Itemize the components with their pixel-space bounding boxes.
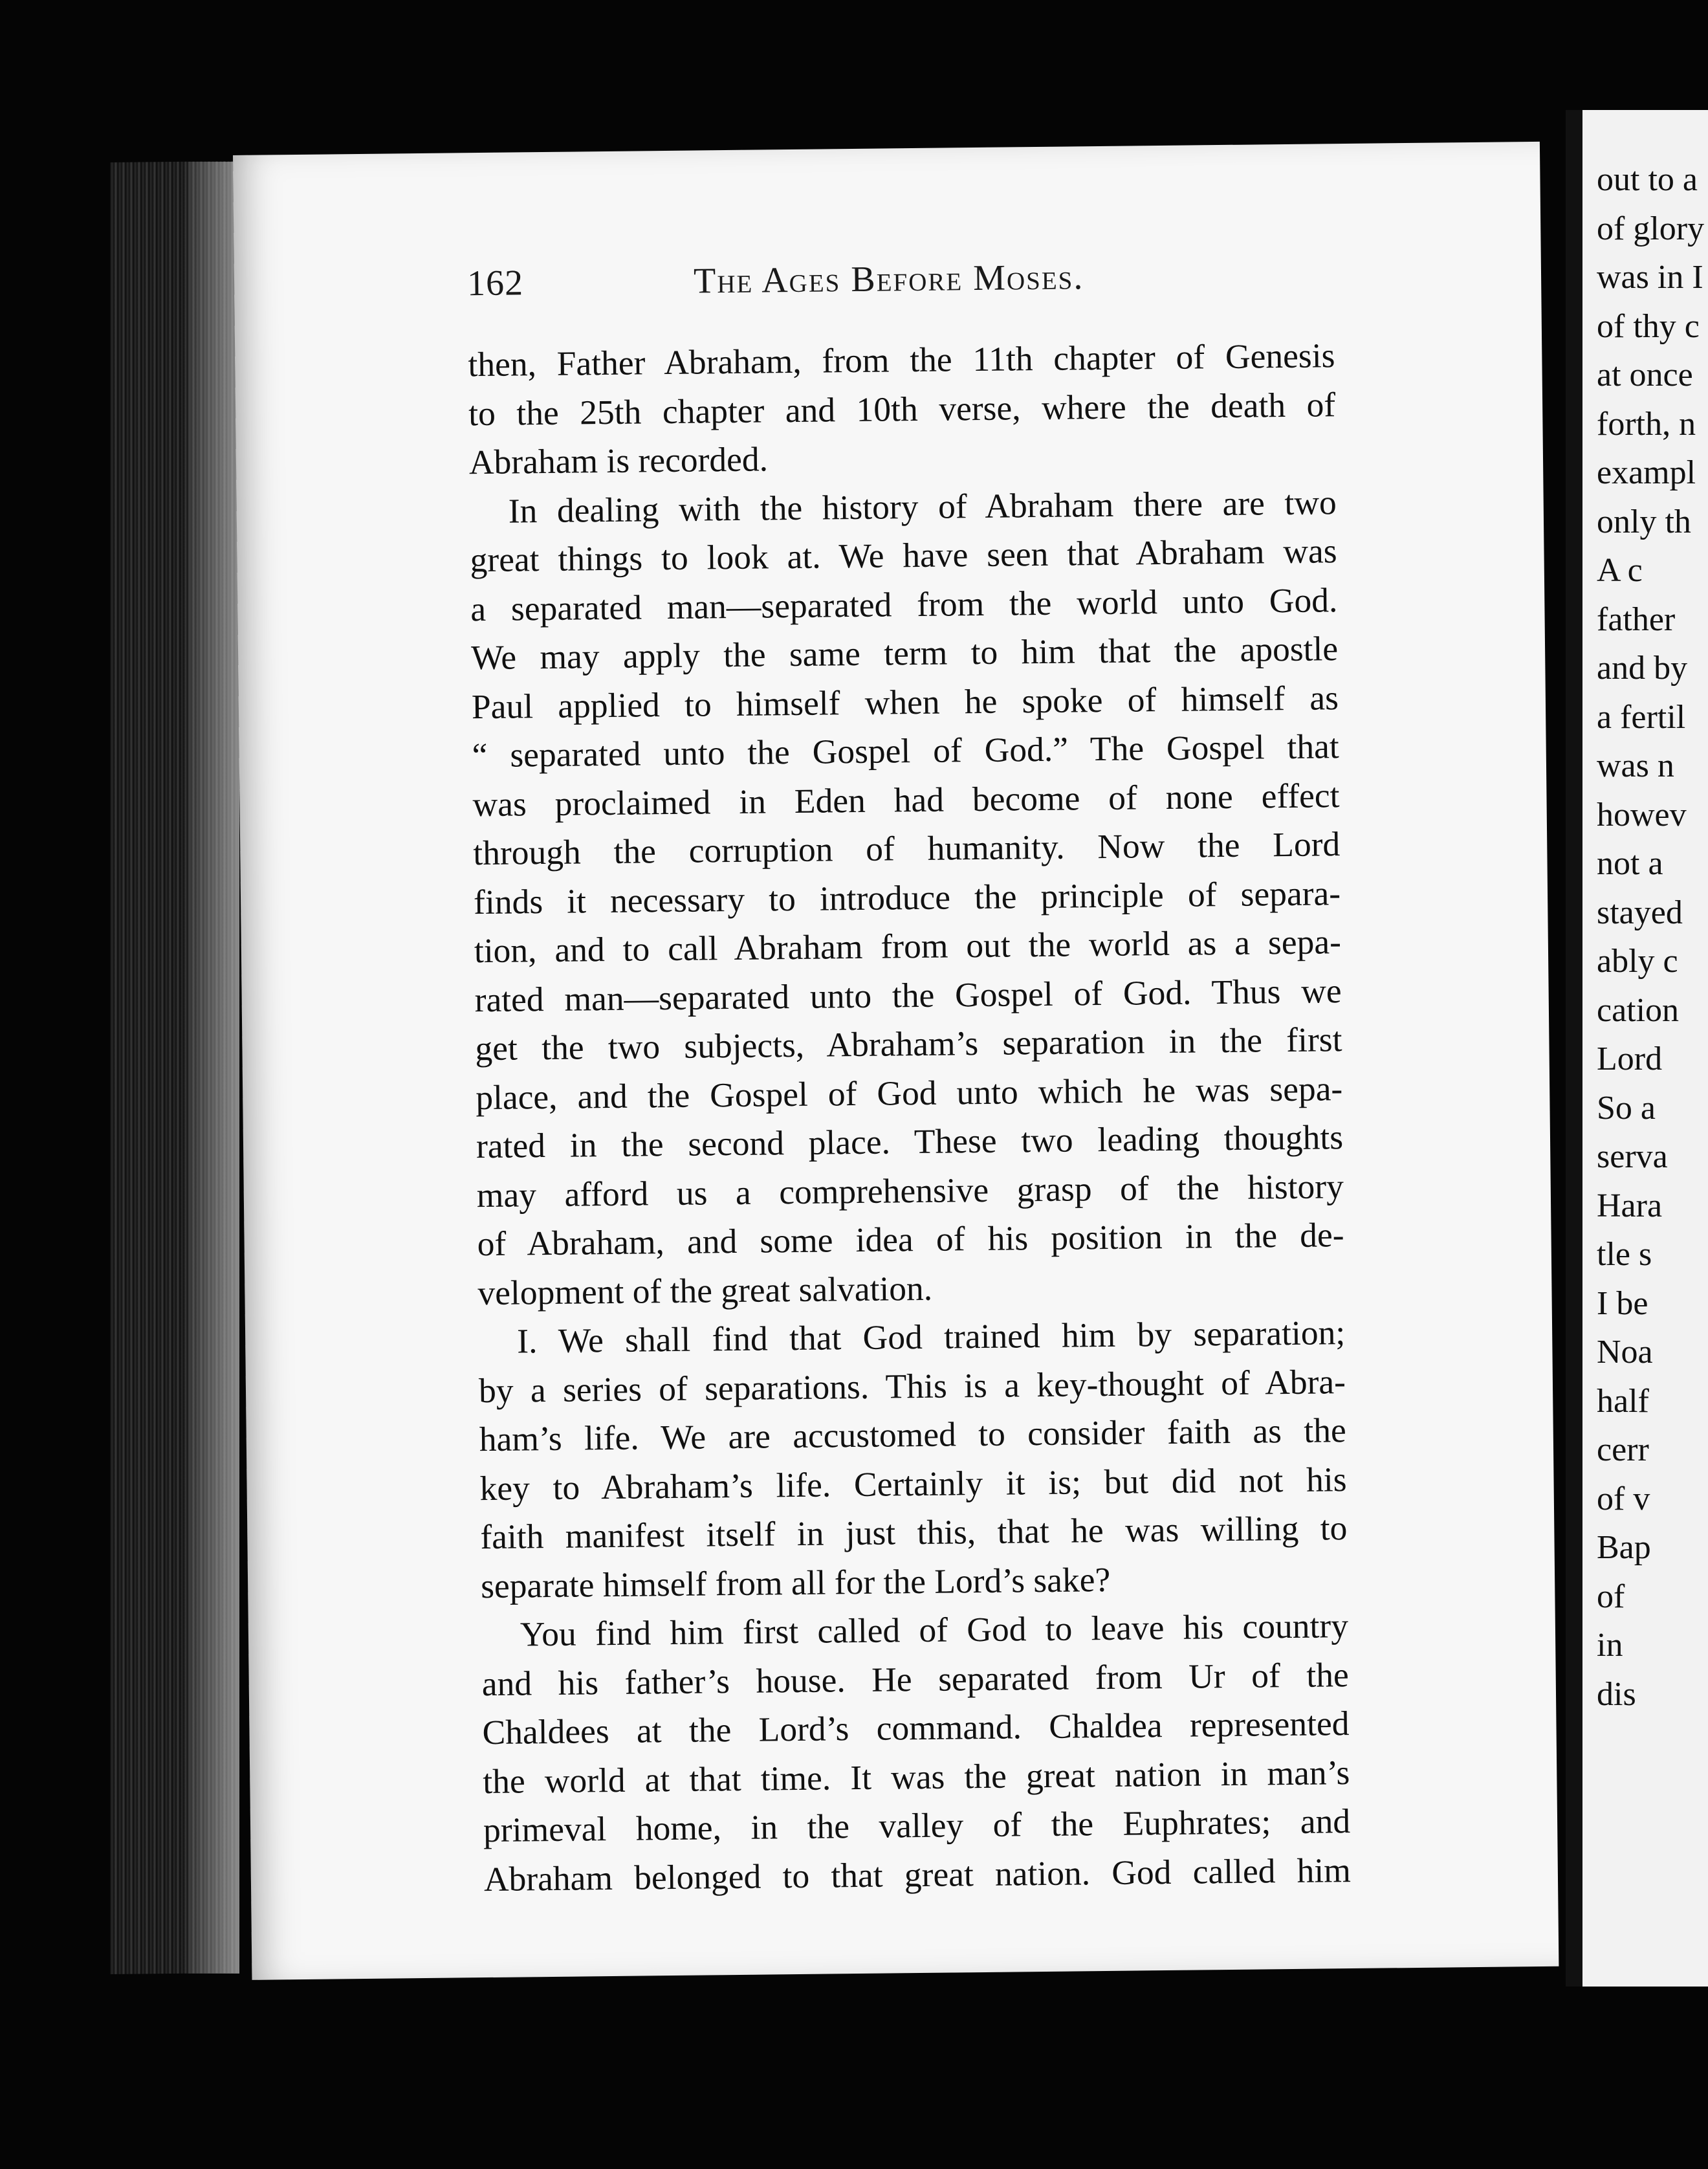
- text-line: by a series of separations. This is a key-thought of Abra-: [478, 1361, 1346, 1410]
- text-line: Chaldees at the Lord’s command. Chaldea represented: [482, 1704, 1350, 1752]
- text-line: Abraham belonged to that great nation. God called him: [483, 1850, 1352, 1899]
- facing-page: [1566, 110, 1708, 1987]
- facing-line: in: [1597, 1627, 1623, 1664]
- page-header: [466, 253, 1425, 304]
- text-line: We may apply the same term to him that the apostle: [470, 629, 1339, 677]
- text-line: then, Father Abraham, from the 11th chapter of Genesis: [468, 336, 1335, 384]
- text-line: separate himself from all for the Lord’s sake?: [480, 1559, 1111, 1605]
- text-line: and his father’s house. He separated from Ur of the: [481, 1655, 1349, 1703]
- text-line: the world at that time. It was the great nation in man’s: [483, 1752, 1350, 1801]
- facing-line: of v: [1597, 1480, 1650, 1517]
- facing-line: father: [1597, 600, 1676, 638]
- page-number: 162: [466, 263, 524, 304]
- facing-line: half: [1597, 1382, 1649, 1420]
- facing-line: a fertil: [1597, 698, 1686, 736]
- text-line: I. We shall find that God trained him by separation;: [516, 1313, 1346, 1361]
- text-line: to the 25th chapter and 10th verse, where the death of: [468, 384, 1336, 433]
- facing-line: So a: [1597, 1089, 1656, 1127]
- facing-line: of thy c: [1597, 307, 1700, 345]
- facing-line: serva: [1597, 1138, 1668, 1175]
- left-page: [233, 142, 1559, 1980]
- running-title: The Ages Before Moses.: [693, 257, 1084, 302]
- facing-line: and by: [1597, 650, 1688, 687]
- facing-line: cerr: [1597, 1431, 1649, 1468]
- facing-line: was in I: [1597, 259, 1703, 296]
- facing-line: Noa: [1597, 1334, 1653, 1371]
- facing-page-text: [1597, 155, 1704, 1719]
- text-line: rated man—separated unto the Gospel of God. Thus we: [474, 971, 1342, 1019]
- text-line: finds it necessary to introduce the principle of separa-: [473, 873, 1341, 921]
- paragraph-4: [481, 1602, 1352, 1904]
- facing-line: out to a: [1597, 161, 1698, 198]
- facing-line: stayed: [1597, 894, 1683, 931]
- facing-line: tle s: [1597, 1236, 1652, 1273]
- paragraph-1: [468, 331, 1336, 487]
- text-line: place, and the Gospel of God unto which he was sepa-: [475, 1068, 1343, 1117]
- facing-line: not a: [1597, 845, 1663, 882]
- text-line: In dealing with the history of Abraham there are two: [508, 482, 1337, 531]
- text-line: “ separated unto the Gospel of God.” The Gospel that: [472, 727, 1339, 775]
- text-line: through the corruption of humanity. Now the Lord: [472, 824, 1341, 873]
- facing-line: exampl: [1597, 454, 1696, 491]
- text-line: key to Abraham’s life. Certainly it is; but did not his: [479, 1459, 1347, 1508]
- paragraph-2: [469, 478, 1344, 1317]
- text-line: velopment of the great salvation.: [477, 1268, 933, 1312]
- body-text: [468, 331, 1351, 1904]
- text-line: rated in the second place. These two leading thoughts: [476, 1118, 1344, 1166]
- text-line: may afford us a comprehensive grasp of the history: [476, 1166, 1344, 1215]
- facing-line: ably c: [1597, 943, 1678, 980]
- text-line: faith manifest itself in just this, that he was willing to: [480, 1508, 1348, 1557]
- page-edge-highlight: [188, 162, 239, 1974]
- text-line: Paul applied to himself when he spoke of himself as: [471, 677, 1339, 726]
- facing-line: only th: [1597, 503, 1691, 540]
- facing-line: of: [1597, 1578, 1625, 1615]
- text-line: tion, and to call Abraham from out the world as a sepa-: [474, 922, 1342, 971]
- facing-line: howev: [1597, 796, 1687, 833]
- text-line: was proclaimed in Eden had become of none effect: [472, 775, 1340, 824]
- facing-line: of glory: [1597, 210, 1705, 247]
- paragraph-3: [478, 1308, 1348, 1611]
- facing-line: I be: [1597, 1284, 1648, 1322]
- text-line: primeval home, in the valley of the Euphrates; and: [483, 1801, 1351, 1850]
- text-line: a separated man—separated from the world unto God.: [470, 580, 1338, 628]
- facing-line: at once: [1597, 357, 1693, 393]
- facing-line: Hara: [1597, 1187, 1663, 1224]
- text-line: of Abraham, and some idea of his position in the de-: [477, 1215, 1344, 1264]
- facing-line: cation: [1597, 991, 1680, 1029]
- facing-line: Lord: [1597, 1040, 1663, 1077]
- facing-line: was n: [1597, 747, 1674, 784]
- facing-line: dis: [1597, 1675, 1636, 1713]
- text-line: You find him first called of God to leave his country: [520, 1606, 1349, 1654]
- text-line: ham’s life. We are accustomed to consider faith as the: [479, 1411, 1347, 1459]
- text-line: get the two subjects, Abraham’s separation in the first: [475, 1020, 1342, 1068]
- facing-line: A c: [1597, 552, 1643, 589]
- text-line: Abraham is recorded.: [468, 439, 769, 482]
- facing-line: Bap: [1597, 1529, 1651, 1566]
- text-line: great things to look at. We have seen that Abraham was: [470, 531, 1337, 580]
- facing-line: forth, n: [1597, 405, 1696, 443]
